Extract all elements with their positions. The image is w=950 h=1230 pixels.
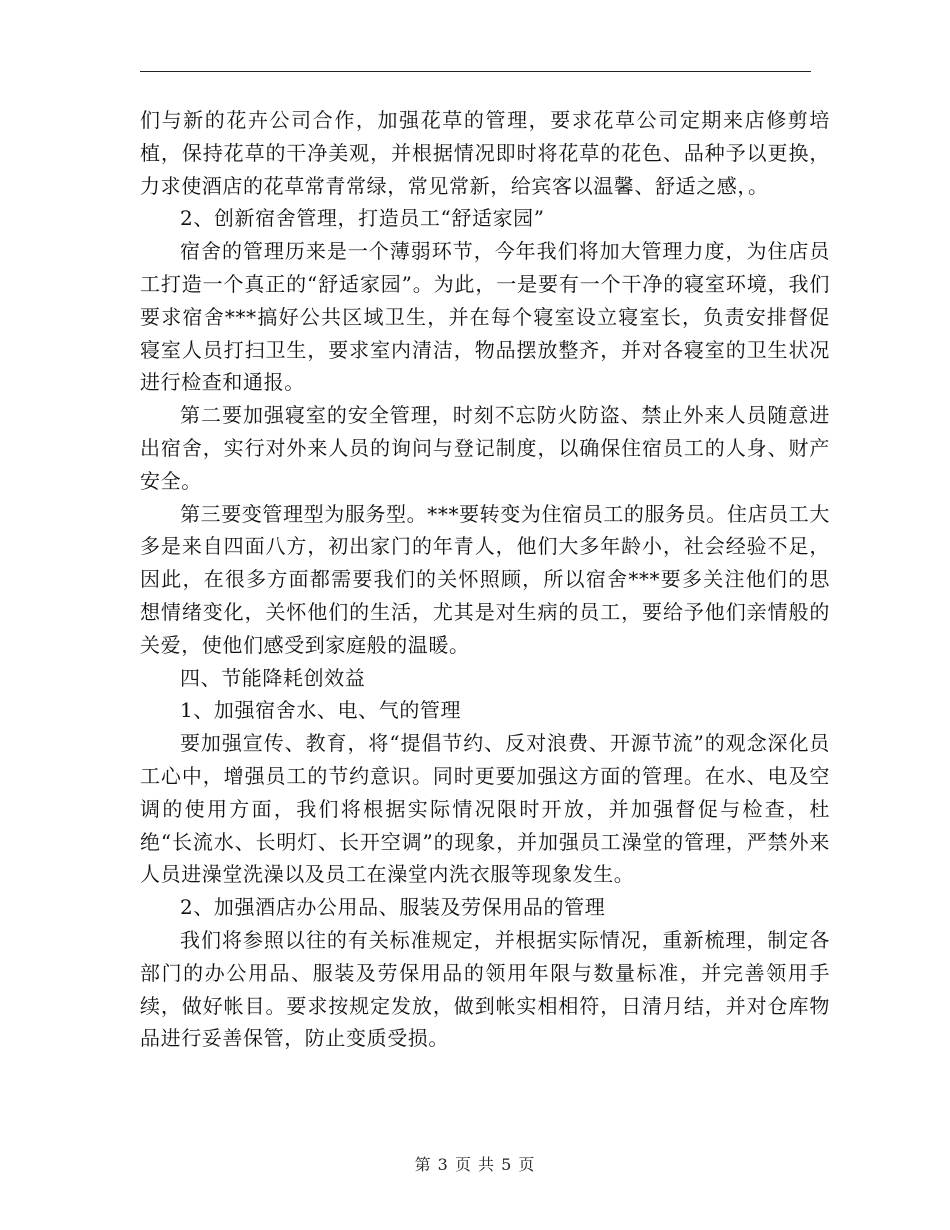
paragraph-dormitory-safety: 第二要加强寝室的安全管理，时刻不忘防火防盗、禁止外来人员随意进出宿舍，实行对外来人员的询问与登记制度，以确保住宿员工的人身、财产安全。 [140,403,830,493]
paragraph-office-supplies: 我们将参照以往的有关标准规定，并根据实际情况，重新梳理，制定各部门的办公用品、服装及劳保用品的领用年限与数量标准，并完善领用手续，做好帐目。要求按规定发放，做到帐实相相符，日清月结，并对仓库物品进行妥善保管，防止变质受损。 [140,927,830,1051]
paragraph-utilities: 要加强宣传、教育，将“提倡节约、反对浪费、开源节流”的观念深化员工心中，增强员工的节约意识。同时更要加强这方面的管理。在水、电及空调的使用方面，我们将根据实际情况限时开放，并加强督促与检查，杜绝“长流水、长明灯、长开空调”的现象，并加强员工澡堂的管理，严禁外来人员进澡堂洗澡以及员工在澡堂内洗衣服等现象发生。 [140,731,830,887]
page-number: 第 3 页 共 5 页 [414,1155,536,1174]
document-body [140,104,830,1055]
paragraph-continuation: 们与新的花卉公司合作，加强花草的管理，要求花草公司定期来店修剪培植，保持花草的干净美观，并根据情况即时将花草的花色、品种予以更换，力求使酒店的花草常青常绿，常见常新，给宾客以温馨、舒适之感，。 [140,108,830,198]
subheading-office-supplies: 2、加强酒店办公用品、服装及劳保用品的管理 [180,895,606,920]
header-rule [140,71,811,72]
paragraph-dormitory-service: 第三要变管理型为服务型。***要转变为住宿员工的服务员。住店员工大多是来自四面八方，初出家门的年青人，他们大多年龄小，社会经验不足，因此，在很多方面都需要我们的关怀照顾，所以宿舍***要多关注他们的思想情绪变化，关怀他们的生活，尤其是对生病的员工，要给予他们亲情般的关爱，使他们感受到家庭般的温暖。 [140,501,830,657]
section-heading-dormitory: 2、创新宿舍管理，打造员工“舒适家园” [180,206,545,231]
paragraph-dormitory-overview: 宿舍的管理历来是一个薄弱环节，今年我们将加大管理力度，为住店员工打造一个真正的“舒适家园”。为此，一是要有一个干净的寝室环境，我们要求宿舍***搞好公共区域卫生，并在每个寝室设立寝室长，负责安排督促寝室人员打扫卫生，要求室内清洁，物品摆放整齐，并对各寝室的卫生状况进行检查和通报。 [140,239,830,395]
subheading-utilities: 1、加强宿舍水、电、气的管理 [180,698,462,723]
section-heading-energy: 四、节能降耗创效益 [180,665,366,690]
